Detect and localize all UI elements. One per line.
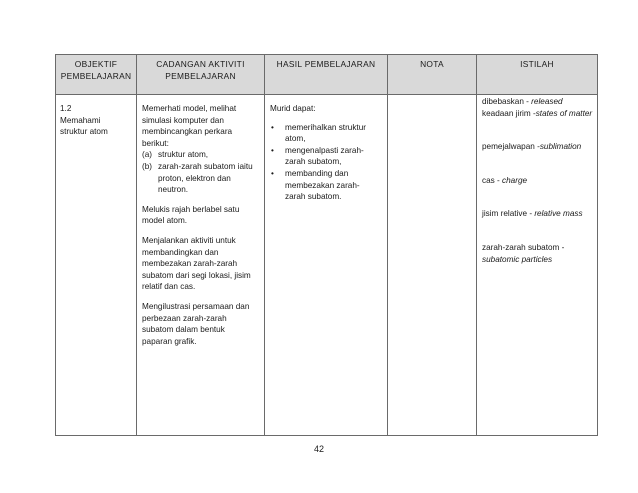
objective-line: Memahami [60,115,101,125]
list-item: • membanding dan membezakan zarah- zarah subatom. [271,168,360,202]
term-entry: zarah-zarah subatom - subatomic particles [482,242,565,264]
activity-subitem: (a) struktur atom, [142,150,209,160]
outcomes-intro: Murid dapat: [270,104,316,113]
list-item: • memerihalkan struktur atom, [271,122,366,144]
header-outcomes: HASIL PEMBELAJARAN [265,55,388,95]
term-entry: dibebaskan - released [482,97,563,106]
bullet-icon: • [271,168,274,178]
term-entry: jisim relative - relative mass [482,209,583,219]
bullet-icon: • [271,122,274,132]
activity-paragraph: Memerhati model, melihat simulasi komputer dan membincangkan perkara berikut: (a) struktur atom, (b) zarah-zarah subatom iaitu proton, elektron dan neutron. [142,103,260,196]
terms-cell [477,95,598,436]
term-entry: keadaan jirim -states of matter [482,108,593,118]
notes-cell [388,95,477,436]
header-notes: NOTA [388,55,477,95]
header-activities: CADANGAN AKTIVITI PEMBELAJARAN [137,55,265,95]
term-entry: cas - charge [482,175,528,185]
header-objective: OBJEKTIF PEMBELAJARAN [56,55,137,95]
objective-cell [56,95,137,436]
header-row [56,55,598,95]
header-terms: ISTILAH [477,55,598,95]
activity-paragraph: Menjalankan aktiviti untuk membandingkan dan membezakan zarah-zarah subatom dari segi lokasi, jisim relatif dan cas. [142,235,251,292]
outcomes-list [270,122,383,203]
objective-number: 1.2 [60,104,72,113]
activity-paragraph: Mengilustrasi persamaan dan perbezaan zarah-zarah subatom dalam bentuk paparan grafik. [142,301,250,346]
bullet-icon: • [271,145,274,155]
term-entry: pemejalwapan -sublimation [482,142,582,152]
syllabus-table [55,54,598,436]
list-item: • mengenalpasti zarah- zarah subatom, [271,145,364,167]
page-number: 42 [313,444,324,454]
objective-line: struktur atom [60,127,108,137]
activity-paragraph: Melukis rajah berlabel satu model atom. [142,204,240,226]
outcomes-cell [265,95,388,436]
activities-cell [137,95,265,436]
activity-subitem: (b) zarah-zarah subatom iaitu proton, elektron dan neutron. [142,161,253,195]
content-row [56,95,598,436]
